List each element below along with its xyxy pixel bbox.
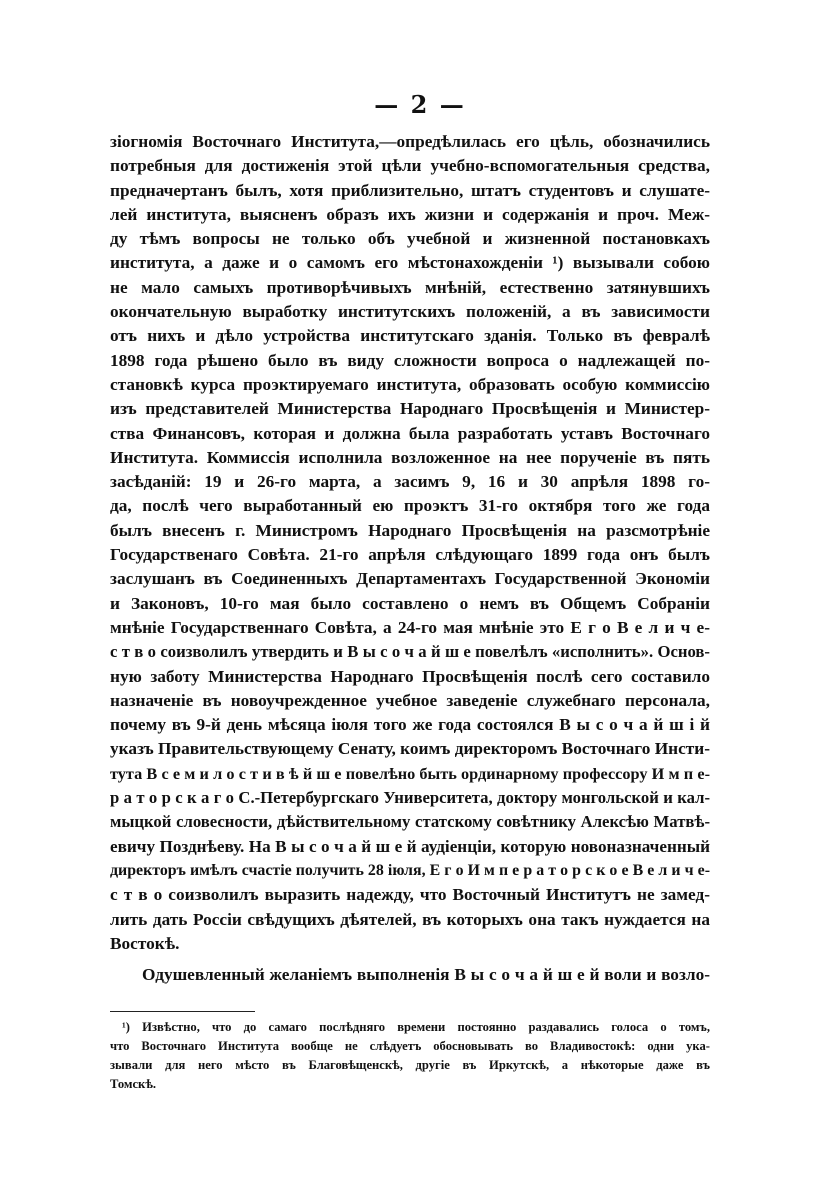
text-line: указъ Правительствующему Сенату, коимъ директоромъ Восточнаго Инсти- <box>110 739 710 759</box>
text-line: заслушанъ въ Соединенныхъ Департаментахъ Государственной Экономiи <box>110 569 710 589</box>
text-line: засѣданiй: 19 и 26-го марта, а засимъ 9, 16 и 30 апрѣля 1898 го- <box>110 472 710 492</box>
text-line: да, послѣ чего выработанный ею проэктъ 31-го октября того же года <box>110 496 710 516</box>
text-line: р а т о р с к а г о С.-Петербургскаго Университета, доктору монгольской и кал- <box>110 788 710 808</box>
text-line: становкѣ курса проэктируемаго института, образовать особую коммиссiю <box>110 374 710 394</box>
text-line: Института. Коммиссiя исполнила возложенное на нее порученiе въ пять <box>110 447 710 467</box>
text-line: былъ внесенъ г. Министромъ Народнаго Просвѣщенiя на разсмотрѣнiе <box>110 520 710 540</box>
footnote-divider <box>110 1011 255 1012</box>
text-line: ную заботу Министерства Народнаго Просвѣщенiя послѣ сего составило <box>110 666 710 686</box>
body-text <box>110 130 710 987</box>
text-line: Государственаго Совѣта. 21-го апрѣля слѣдующаго 1899 года онъ былъ <box>110 545 710 565</box>
text-line: Одушевленный желанiемъ выполненiя В ы с о ч а й ш е й воли и возло- <box>142 965 710 985</box>
text-line: не мало самыхъ противорѣчивыхъ мнѣнiй, естественно затянувшихъ <box>110 277 710 297</box>
text-line: почему въ 9-й день мѣсяца iюля того же года состоялся В ы с о ч а й ш i й <box>110 715 710 735</box>
text-line: назначенiе въ новоучрежденное учебное заведенiе служебнаго персонала, <box>110 690 710 710</box>
text-line: института, а даже и о самомъ его мѣстонахожденiи ¹) вызывали собою <box>110 253 710 273</box>
text-line: евичу Позднѣеву. На В ы с о ч а й ш е й аудiенцiи, которую новоназначенный <box>110 836 710 856</box>
text-line: с т в о соизволилъ утвердить и В ы с о ч а й ш е повелѣлъ «исполнить». Основ- <box>110 642 710 662</box>
footnote <box>110 1018 710 1094</box>
text-line: тута В с е м и л о с т и в ѣ й ш е повелѣно быть ординарному профессору И м п е- <box>110 764 710 783</box>
text-line: и Законовъ, 10-го мая было составлено о немъ въ Общемъ Собранiи <box>110 593 710 613</box>
text-line: окончательную выработку институтскихъ положенiй, а въ зависимости <box>110 302 710 322</box>
text-line: мыцкой словесности, дѣйствительному статскому совѣтнику Алексѣю Матвѣ- <box>110 812 710 832</box>
text-line: с т в о соизволилъ выразить надежду, что Восточный Институтъ не замед- <box>110 885 710 905</box>
footnote-line: Томскѣ. <box>110 1077 157 1091</box>
footnote-line: ¹) Извѣстно, что до самаго послѣдняго времени постоянно раздавались голоса о томъ, <box>122 1020 710 1034</box>
text-line: отъ нихъ и дѣло устройства институтскаго зданiя. Только въ февралѣ <box>110 326 710 346</box>
text-line: зiогномiя Восточнаго Института,—опредѣлилась его цѣль, обозначились <box>110 132 710 151</box>
text-line: лей института, выясненъ образъ ихъ жизни и содержанiя и проч. Меж- <box>110 204 710 224</box>
text-line: Востокѣ. <box>110 933 180 953</box>
text-line: потребныя для достиженiя этой цѣли учебно-вспомогательныя средства, <box>110 156 710 176</box>
footnote-line: зывали для него мѣсто въ Благовѣщенскѣ, другiе въ Иркутскѣ, а нѣкоторые даже въ <box>110 1058 710 1072</box>
text-line: лить дать Россiи свѣдущихъ дѣятелей, въ которыхъ она такъ нуждается на <box>110 909 710 929</box>
text-line: ду тѣмъ вопросы не только объ учебной и жизненной постановкахъ <box>110 229 710 249</box>
text-line: 1898 года рѣшено было въ виду сложности вопроса о надлежащей по- <box>110 350 710 370</box>
text-line: изъ представителей Министерства Народнаго Просвѣщенiя и Министер- <box>110 399 710 419</box>
text-line: мнѣнiе Государственнаго Совѣта, а 24-го мая мнѣнiе это Е г о В е л и ч е- <box>110 617 710 637</box>
footnote-line: что Восточнаго Института вообще не слѣдуетъ обосновывать во Владивостокѣ: одни ука- <box>110 1039 710 1053</box>
text-line: предначертанъ былъ, хотя приблизительно, штатъ студентовъ и слушате- <box>110 180 710 200</box>
paragraph-gap <box>110 956 710 963</box>
text-line: ства Финансовъ, которая и должна была разработать уставъ Восточнаго <box>110 423 710 443</box>
page-number: — 2 — <box>374 90 466 119</box>
text-line: директоръ имѣлъ счастiе получить 28 iюля, Е г о И м п е р а т о р с к о е В е л и ч е- <box>110 861 710 879</box>
